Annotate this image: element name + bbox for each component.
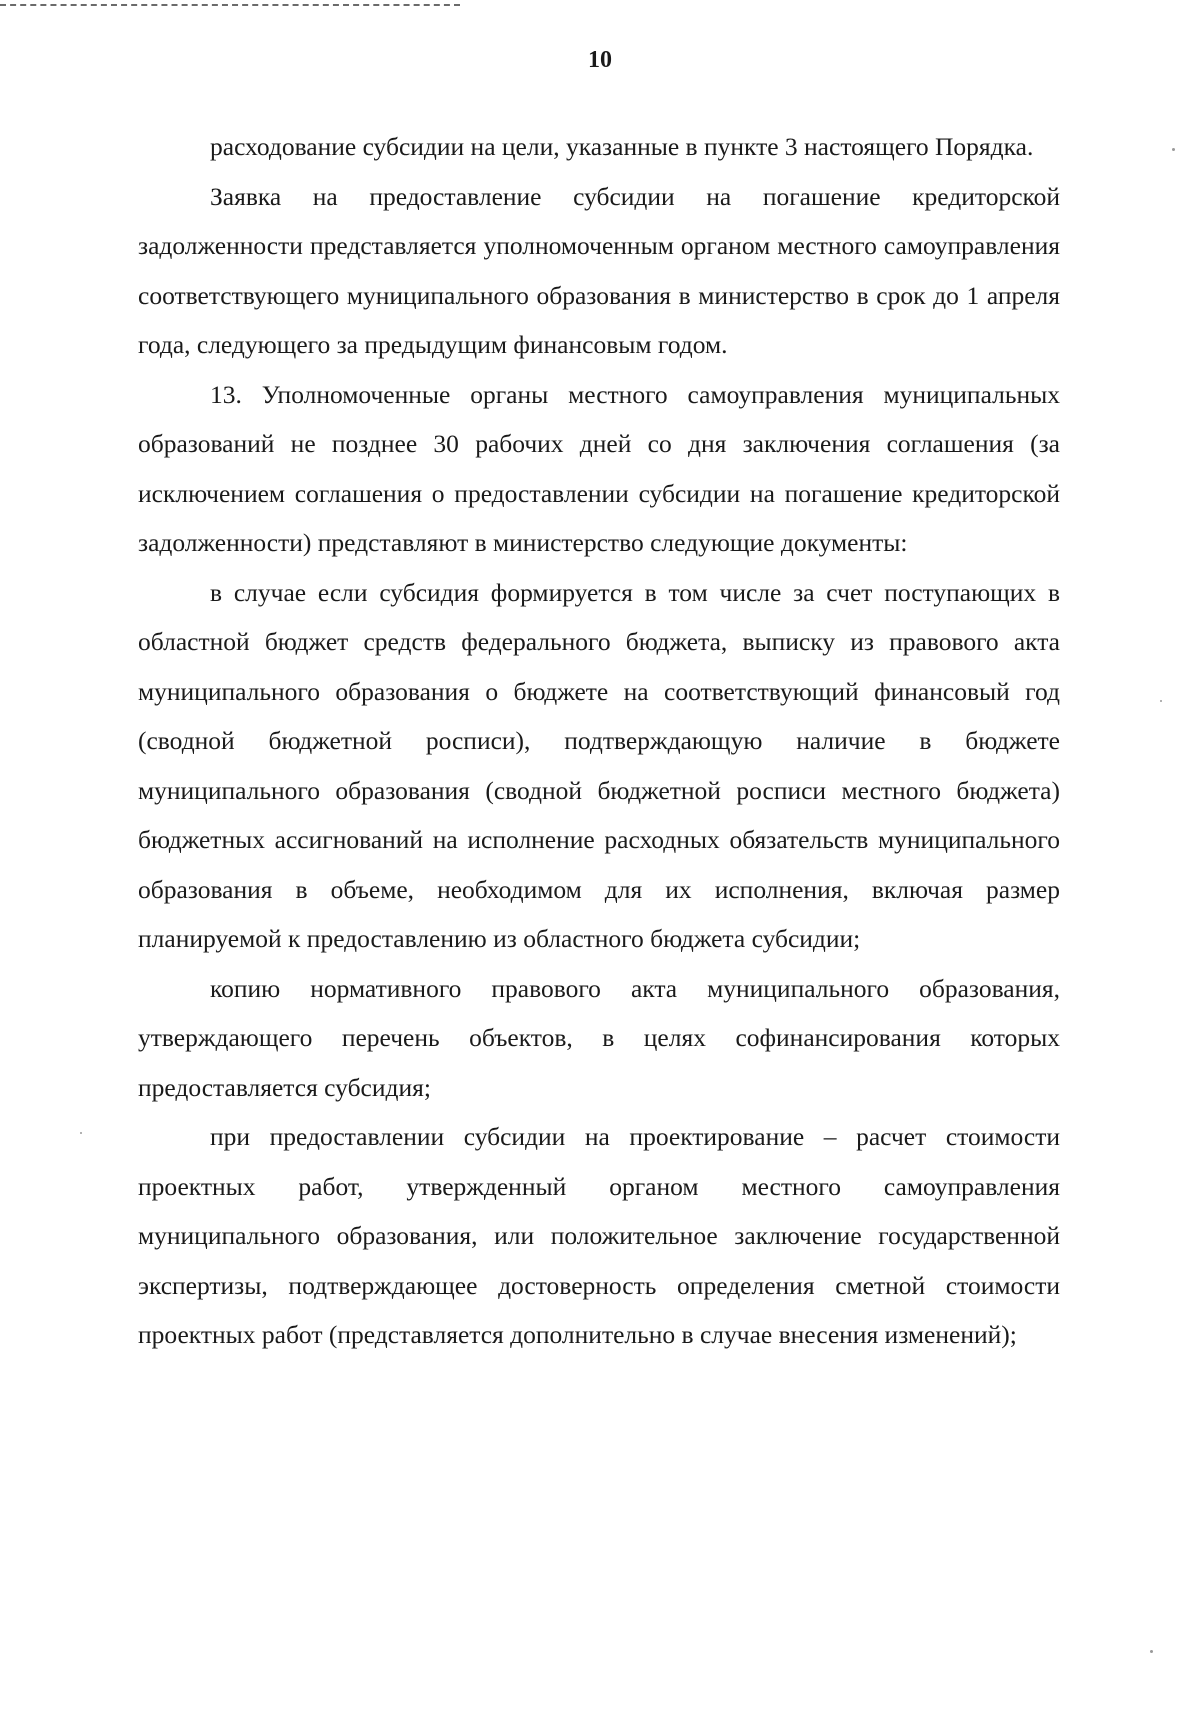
scan-speck — [80, 1132, 82, 1134]
scan-speck — [1160, 700, 1162, 702]
paragraph-design-cost: при предоставлении субсидии на проектирование – расчет стоимости проектных работ, утвержденный органом местного самоуправления муниципального образования, или положительное заключение государственной экспертизы, подтверждающее достоверность определения сметной стоимости проектных работ (представляется дополнительно в случае внесения изменений); — [138, 1122, 1060, 1349]
paragraph-continuation: расходование субсидии на цели, указанные в пункте 3 настоящего Порядка. — [210, 132, 1034, 161]
paragraph-application-deadline: Заявка на предоставление субсидии на погашение кредиторской задолженности представляется уполномоченным органом местного самоуправления соответствующего муниципального образования в министерство в срок до 1 апреля года, следующего за предыдущим финансовым годом. — [138, 181, 1060, 359]
paragraph-item-13: 13. Уполномоченные органы местного самоуправления муниципальных образований не позднее 30 рабочих дней со дня заключения соглашения (за исключением соглашения о предоставлении субсидии на погашение кредиторской задолженности) представляют в министерство следующие документы: — [138, 379, 1060, 557]
page-number: 10 — [588, 47, 612, 73]
paragraph-legal-act-copy: копию нормативного правового акта муниципального образования, утверждающего перечень объектов, в целях софинансирования которых предоставляется субсидия; — [138, 973, 1060, 1102]
scan-speck — [1172, 148, 1175, 151]
document-body — [138, 122, 1060, 1360]
paragraph-budget-extract: в случае если субсидия формируется в том числе за счет поступающих в областной бюджет средств федерального бюджета, выписку из правового акта муниципального образования о бюджете на соответствующий финансовый год (сводной бюджетной росписи), подтверждающую наличие в бюджете муниципального образования (сводной бюджетной росписи местного бюджета) бюджетных ассигнований на исполнение расходных обязательств муниципального образования в объеме, необходимом для их исполнения, включая размер планируемой к предоставлению из областного бюджета субсидии; — [138, 577, 1060, 953]
scan-edge-line — [0, 4, 460, 6]
scan-speck — [1150, 1650, 1153, 1653]
